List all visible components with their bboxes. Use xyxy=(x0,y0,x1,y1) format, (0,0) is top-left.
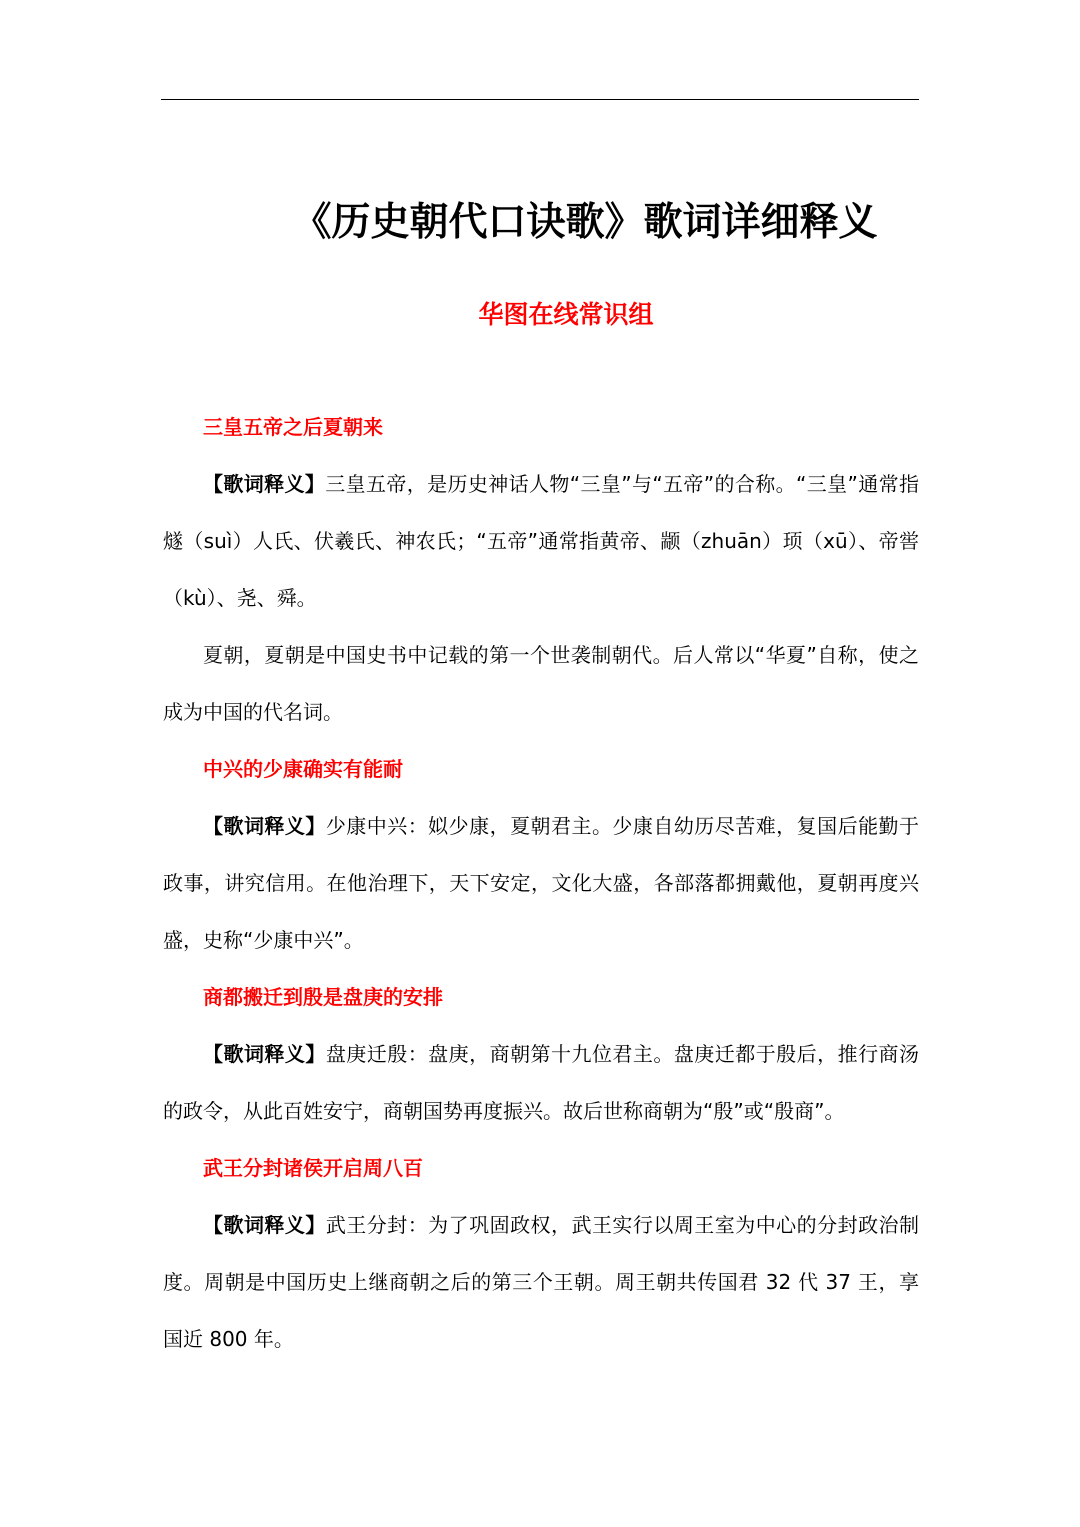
section-4 xyxy=(163,1140,919,1368)
section-1 xyxy=(163,399,919,741)
explanation-paragraph xyxy=(163,1026,919,1140)
note-paragraph: 夏朝，夏朝是中国史书中记载的第一个世袭制朝代。后人常以“华夏”自称，使之成为中国的代名词。 xyxy=(163,643,919,724)
section-heading: 武王分封诸侯开启周八百 xyxy=(203,1156,423,1180)
document-title: 《历史朝代口诀歌》歌词详细释义 xyxy=(292,200,878,246)
document-body xyxy=(163,399,919,1368)
explanation-label: 【歌词释义】 xyxy=(203,1213,326,1237)
explanation-label: 【歌词释义】 xyxy=(203,472,326,496)
explanation-paragraph xyxy=(163,798,919,969)
section-heading: 商都搬迁到殷是盘庚的安排 xyxy=(203,985,443,1009)
explanation-paragraph xyxy=(163,1197,919,1368)
explanation-label: 【歌词释义】 xyxy=(203,1042,326,1066)
explanation-label: 【歌词释义】 xyxy=(203,814,326,838)
explanation-text: 少康中兴：姒少康，夏朝君主。少康自幼历尽苦难，复国后能勤于政事，讲究信用。在他治理下，天下安定，文化大盛，各部落都拥戴他，夏朝再度兴盛，史称“少康中兴”。 xyxy=(163,814,920,952)
explanation-text: 三皇五帝，是历史神话人物“三皇”与“五帝”的合称。“三皇”通常指燧（suì）人氏、伏羲氏、神农氏；“五帝”通常指黄帝、颛（zhuān）顼（xū）、帝喾（kù）、尧、舜。 xyxy=(163,472,920,610)
header-rule xyxy=(161,99,919,100)
explanation-paragraph xyxy=(163,456,919,627)
explanation-text: 武王分封：为了巩固政权，武王实行以周王室为中心的分封政治制度。周朝是中国历史上继商朝之后的第三个王朝。周王朝共传国君 32 代 37 王，享国近 800 年。 xyxy=(163,1213,920,1351)
section-heading: 中兴的少康确实有能耐 xyxy=(203,757,403,781)
explanation-text: 盘庚迁殷：盘庚，商朝第十九位君主。盘庚迁都于殷后，推行商汤的政令，从此百姓安宁，商朝国势再度振兴。故后世称商朝为“殷”或“殷商”。 xyxy=(163,1042,920,1123)
document-subtitle: 华图在线常识组 xyxy=(478,300,654,329)
section-3 xyxy=(163,969,919,1140)
section-heading: 三皇五帝之后夏朝来 xyxy=(203,415,383,439)
section-2 xyxy=(163,741,919,969)
